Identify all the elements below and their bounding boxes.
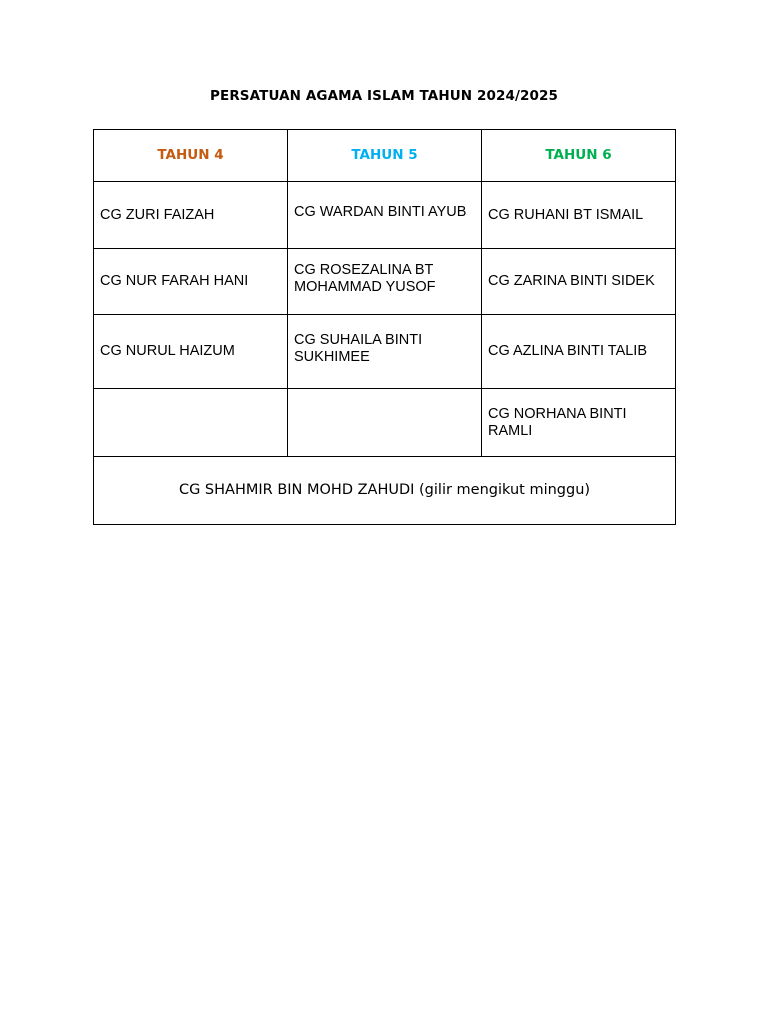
header-tahun-5: TAHUN 5 bbox=[288, 130, 482, 182]
table-row bbox=[94, 389, 676, 457]
table-cell: CG ZARINA BINTI SIDEK bbox=[482, 249, 676, 315]
table-cell: CG NURUL HAIZUM bbox=[94, 315, 288, 389]
table-cell: CG NUR FARAH HANI bbox=[94, 249, 288, 315]
document-title: PERSATUAN AGAMA ISLAM TAHUN 2024/2025 bbox=[210, 88, 558, 104]
table-footer-row bbox=[94, 457, 676, 525]
header-tahun-4: TAHUN 4 bbox=[94, 130, 288, 182]
table-cell: CG ZURI FAIZAH bbox=[94, 182, 288, 249]
table-cell bbox=[94, 389, 288, 457]
table-cell: CG WARDAN BINTI AYUB bbox=[288, 182, 482, 249]
table-cell: CG RUHANI BT ISMAIL bbox=[482, 182, 676, 249]
table-cell: CG ROSEZALINA BT MOHAMMAD YUSOF bbox=[288, 249, 482, 315]
footer-cell: CG SHAHMIR BIN MOHD ZAHUDI (gilir mengikut minggu) bbox=[94, 457, 676, 525]
header-tahun-6: TAHUN 6 bbox=[482, 130, 676, 182]
table-cell: CG AZLINA BINTI TALIB bbox=[482, 315, 676, 389]
table-cell bbox=[288, 389, 482, 457]
table-row bbox=[94, 182, 676, 249]
table-cell: CG SUHAILA BINTI SUKHIMEE bbox=[288, 315, 482, 389]
table-cell: CG NORHANA BINTI RAMLI bbox=[482, 389, 676, 457]
table-header-row bbox=[94, 130, 676, 182]
table-row bbox=[94, 315, 676, 389]
roster-table bbox=[93, 129, 676, 525]
table-row bbox=[94, 249, 676, 315]
